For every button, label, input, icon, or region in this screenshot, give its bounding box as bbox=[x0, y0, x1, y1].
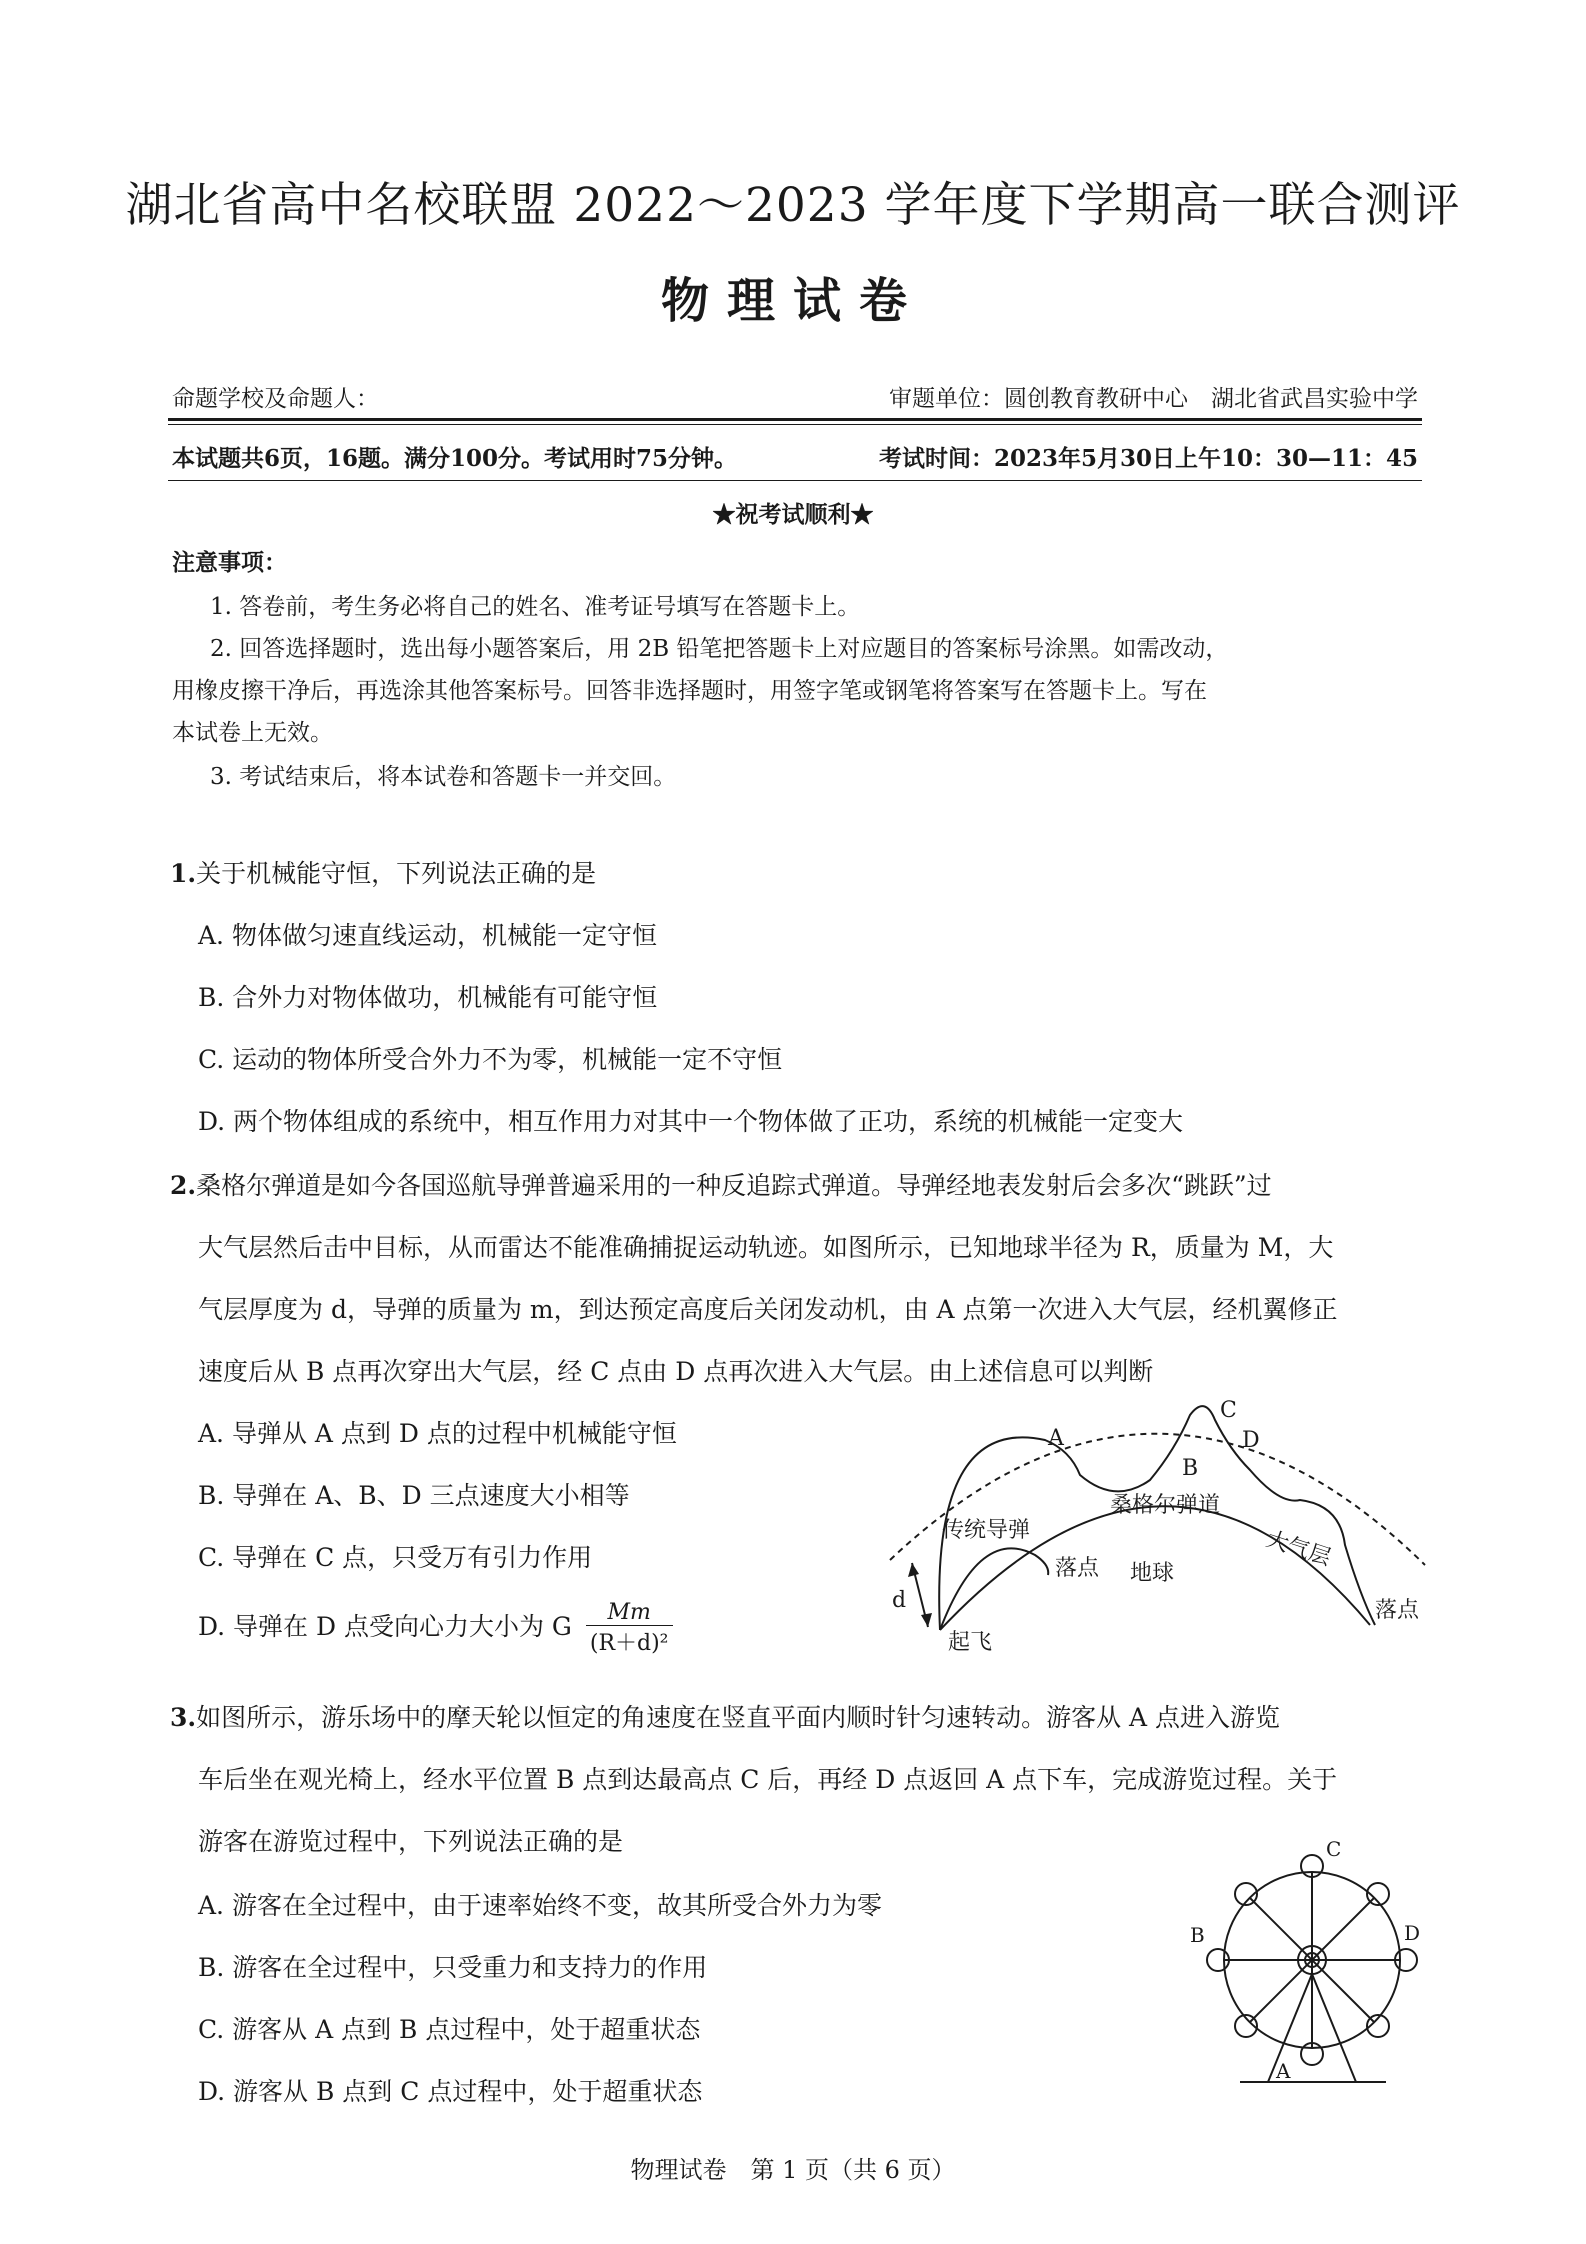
q2-stem-line4: 速度后从 B 点再次穿出大气层，经 C 点由 D 点再次进入大气层。由上述信息可以判断 bbox=[198, 1357, 1154, 1386]
notice-item-3: 3. 考试结束后，将本试卷和答题卡一并交回。 bbox=[210, 764, 677, 790]
q2-stem-line1 bbox=[170, 1166, 1272, 1202]
traditional-trajectory bbox=[940, 1548, 1048, 1630]
point-b-label: B bbox=[1182, 1456, 1199, 1481]
good-luck: ★祝考试顺利★ bbox=[712, 501, 874, 528]
q2-option-c: C. 导弹在 C 点，只受万有引力作用 bbox=[198, 1543, 593, 1572]
point-a-label: A bbox=[1048, 1426, 1064, 1451]
q3-stem-line2: 车后坐在观光椅上，经水平位置 B 点到达最高点 C 后，再经 D 点返回 A 点下车，完成游览过程。关于 bbox=[198, 1765, 1338, 1794]
notice-item-2-cont: 用橡皮擦干净后，再选涂其他答案标号。回答非选择题时，用签字笔或钢笔将答案写在答题卡上。写在 bbox=[172, 678, 1207, 704]
ferris-wheel-figure bbox=[1190, 1840, 1430, 2100]
sanger-trajectory-figure bbox=[870, 1395, 1430, 1655]
notice-item-2: 2. 回答选择题时，选出每小题答案后，用 2B 铅笔把答题卡上对应题目的答案标号涂黑。如需改动， bbox=[210, 636, 1229, 662]
q1-number: 1. bbox=[170, 859, 197, 888]
notice-item-1: 1. 答卷前，考生务必将自己的姓名、准考证号填写在答题卡上。 bbox=[210, 594, 861, 620]
sanger-trajectory-label: 桑格尔弹道 bbox=[1110, 1493, 1221, 1518]
subject-title: 物理试卷 bbox=[660, 273, 925, 329]
atmosphere-label: 大气层 bbox=[1263, 1526, 1334, 1572]
q2-stem-line2: 大气层然后击中目标，从而雷达不能准确捕捉运动轨迹。如图所示，已知地球半径为 R，质量为 M，大 bbox=[198, 1233, 1334, 1262]
notice-heading: 注意事项： bbox=[172, 549, 287, 576]
q1-option-b: B. 合外力对物体做功，机械能有可能守恒 bbox=[198, 983, 658, 1012]
landing-point-label-2: 落点 bbox=[1375, 1598, 1420, 1623]
q3-number: 3. bbox=[170, 1703, 197, 1732]
q3-option-a: A. 游客在全过程中，由于速率始终不变，故其所受合外力为零 bbox=[198, 1891, 882, 1920]
q3-stem-line1 bbox=[170, 1698, 1280, 1734]
exam-title: 湖北省高中名校联盟 2022～2023 学年度下学期高一联合测评 bbox=[125, 178, 1461, 233]
q1-option-c: C. 运动的物体所受合外力不为零，机械能一定不守恒 bbox=[198, 1045, 783, 1074]
page-footer: 物理试卷 第 1 页（共 6 页） bbox=[630, 2156, 956, 2184]
point-a-label: A bbox=[1276, 2059, 1291, 2083]
notice-item-2-end: 本试卷上无效。 bbox=[172, 720, 333, 746]
q2-number: 2. bbox=[170, 1171, 197, 1200]
reviewer-label: 审题单位：圆创教育教研中心 湖北省武昌实验中学 bbox=[889, 386, 1418, 412]
point-c-label: C bbox=[1220, 1398, 1237, 1423]
support-leg-right bbox=[1312, 1974, 1356, 2082]
header-rule-thin bbox=[168, 424, 1422, 425]
point-d-label: D bbox=[1404, 1921, 1421, 1945]
exam-time: 考试时间：2023年5月30日上午10：30—11：45 bbox=[878, 445, 1418, 472]
info-rule bbox=[168, 480, 1422, 481]
d-label: d bbox=[892, 1588, 907, 1613]
q2-option-d bbox=[198, 1600, 673, 1657]
landing-point-label-1: 落点 bbox=[1055, 1556, 1100, 1581]
q1-option-a: A. 物体做匀速直线运动，机械能一定守恒 bbox=[198, 921, 657, 950]
q1-option-d: D. 两个物体组成的系统中，相互作用力对其中一个物体做了正功，系统的机械能一定变大 bbox=[198, 1107, 1184, 1136]
q2-option-a: A. 导弹从 A 点到 D 点的过程中机械能守恒 bbox=[198, 1419, 677, 1448]
fraction-numerator: Mm bbox=[586, 1600, 673, 1626]
q1-text: 关于机械能守恒，下列说法正确的是 bbox=[196, 859, 597, 888]
q2-text-1: 桑格尔弹道是如今各国巡航导弹普遍采用的一种反追踪式弹道。导弹经地表发射后会多次“跳跃”过 bbox=[196, 1171, 1272, 1200]
q2-option-b: B. 导弹在 A、B、D 三点速度大小相等 bbox=[198, 1481, 630, 1510]
q3-option-b: B. 游客在全过程中，只受重力和支持力的作用 bbox=[198, 1953, 708, 1982]
earth-label: 地球 bbox=[1130, 1561, 1175, 1586]
q3-option-c: C. 游客从 A 点到 B 点过程中，处于超重状态 bbox=[198, 2015, 701, 2044]
q3-stem-line3: 游客在游览过程中，下列说法正确的是 bbox=[198, 1827, 624, 1856]
q2-option-d-text: D. 导弹在 D 点受向心力大小为 G bbox=[198, 1612, 572, 1641]
q3-option-d: D. 游客从 B 点到 C 点过程中，处于超重状态 bbox=[198, 2077, 703, 2106]
takeoff-label: 起飞 bbox=[948, 1630, 993, 1655]
q3-text-1: 如图所示，游乐场中的摩天轮以恒定的角速度在竖直平面内顺时针匀速转动。游客从 A 点进入游览 bbox=[196, 1703, 1281, 1732]
point-b-label: B bbox=[1190, 1923, 1205, 1947]
q1-stem bbox=[170, 854, 596, 890]
fraction-denominator: (R＋d)² bbox=[589, 1631, 669, 1656]
exam-info: 本试题共6页，16题。满分100分。考试用时75分钟。 bbox=[172, 445, 738, 472]
q2-stem-line3: 气层厚度为 d，导弹的质量为 m，到达预定高度后关闭发动机，由 A 点第一次进入大气层，经机翼修正 bbox=[198, 1295, 1338, 1324]
point-c-label: C bbox=[1326, 1840, 1342, 1861]
q2-option-d-fraction bbox=[586, 1600, 673, 1657]
setter-label: 命题学校及命题人： bbox=[172, 386, 379, 412]
header-rule-top bbox=[168, 418, 1422, 421]
point-d-label: D bbox=[1242, 1428, 1260, 1453]
traditional-missile-label: 传统导弹 bbox=[942, 1518, 1031, 1543]
